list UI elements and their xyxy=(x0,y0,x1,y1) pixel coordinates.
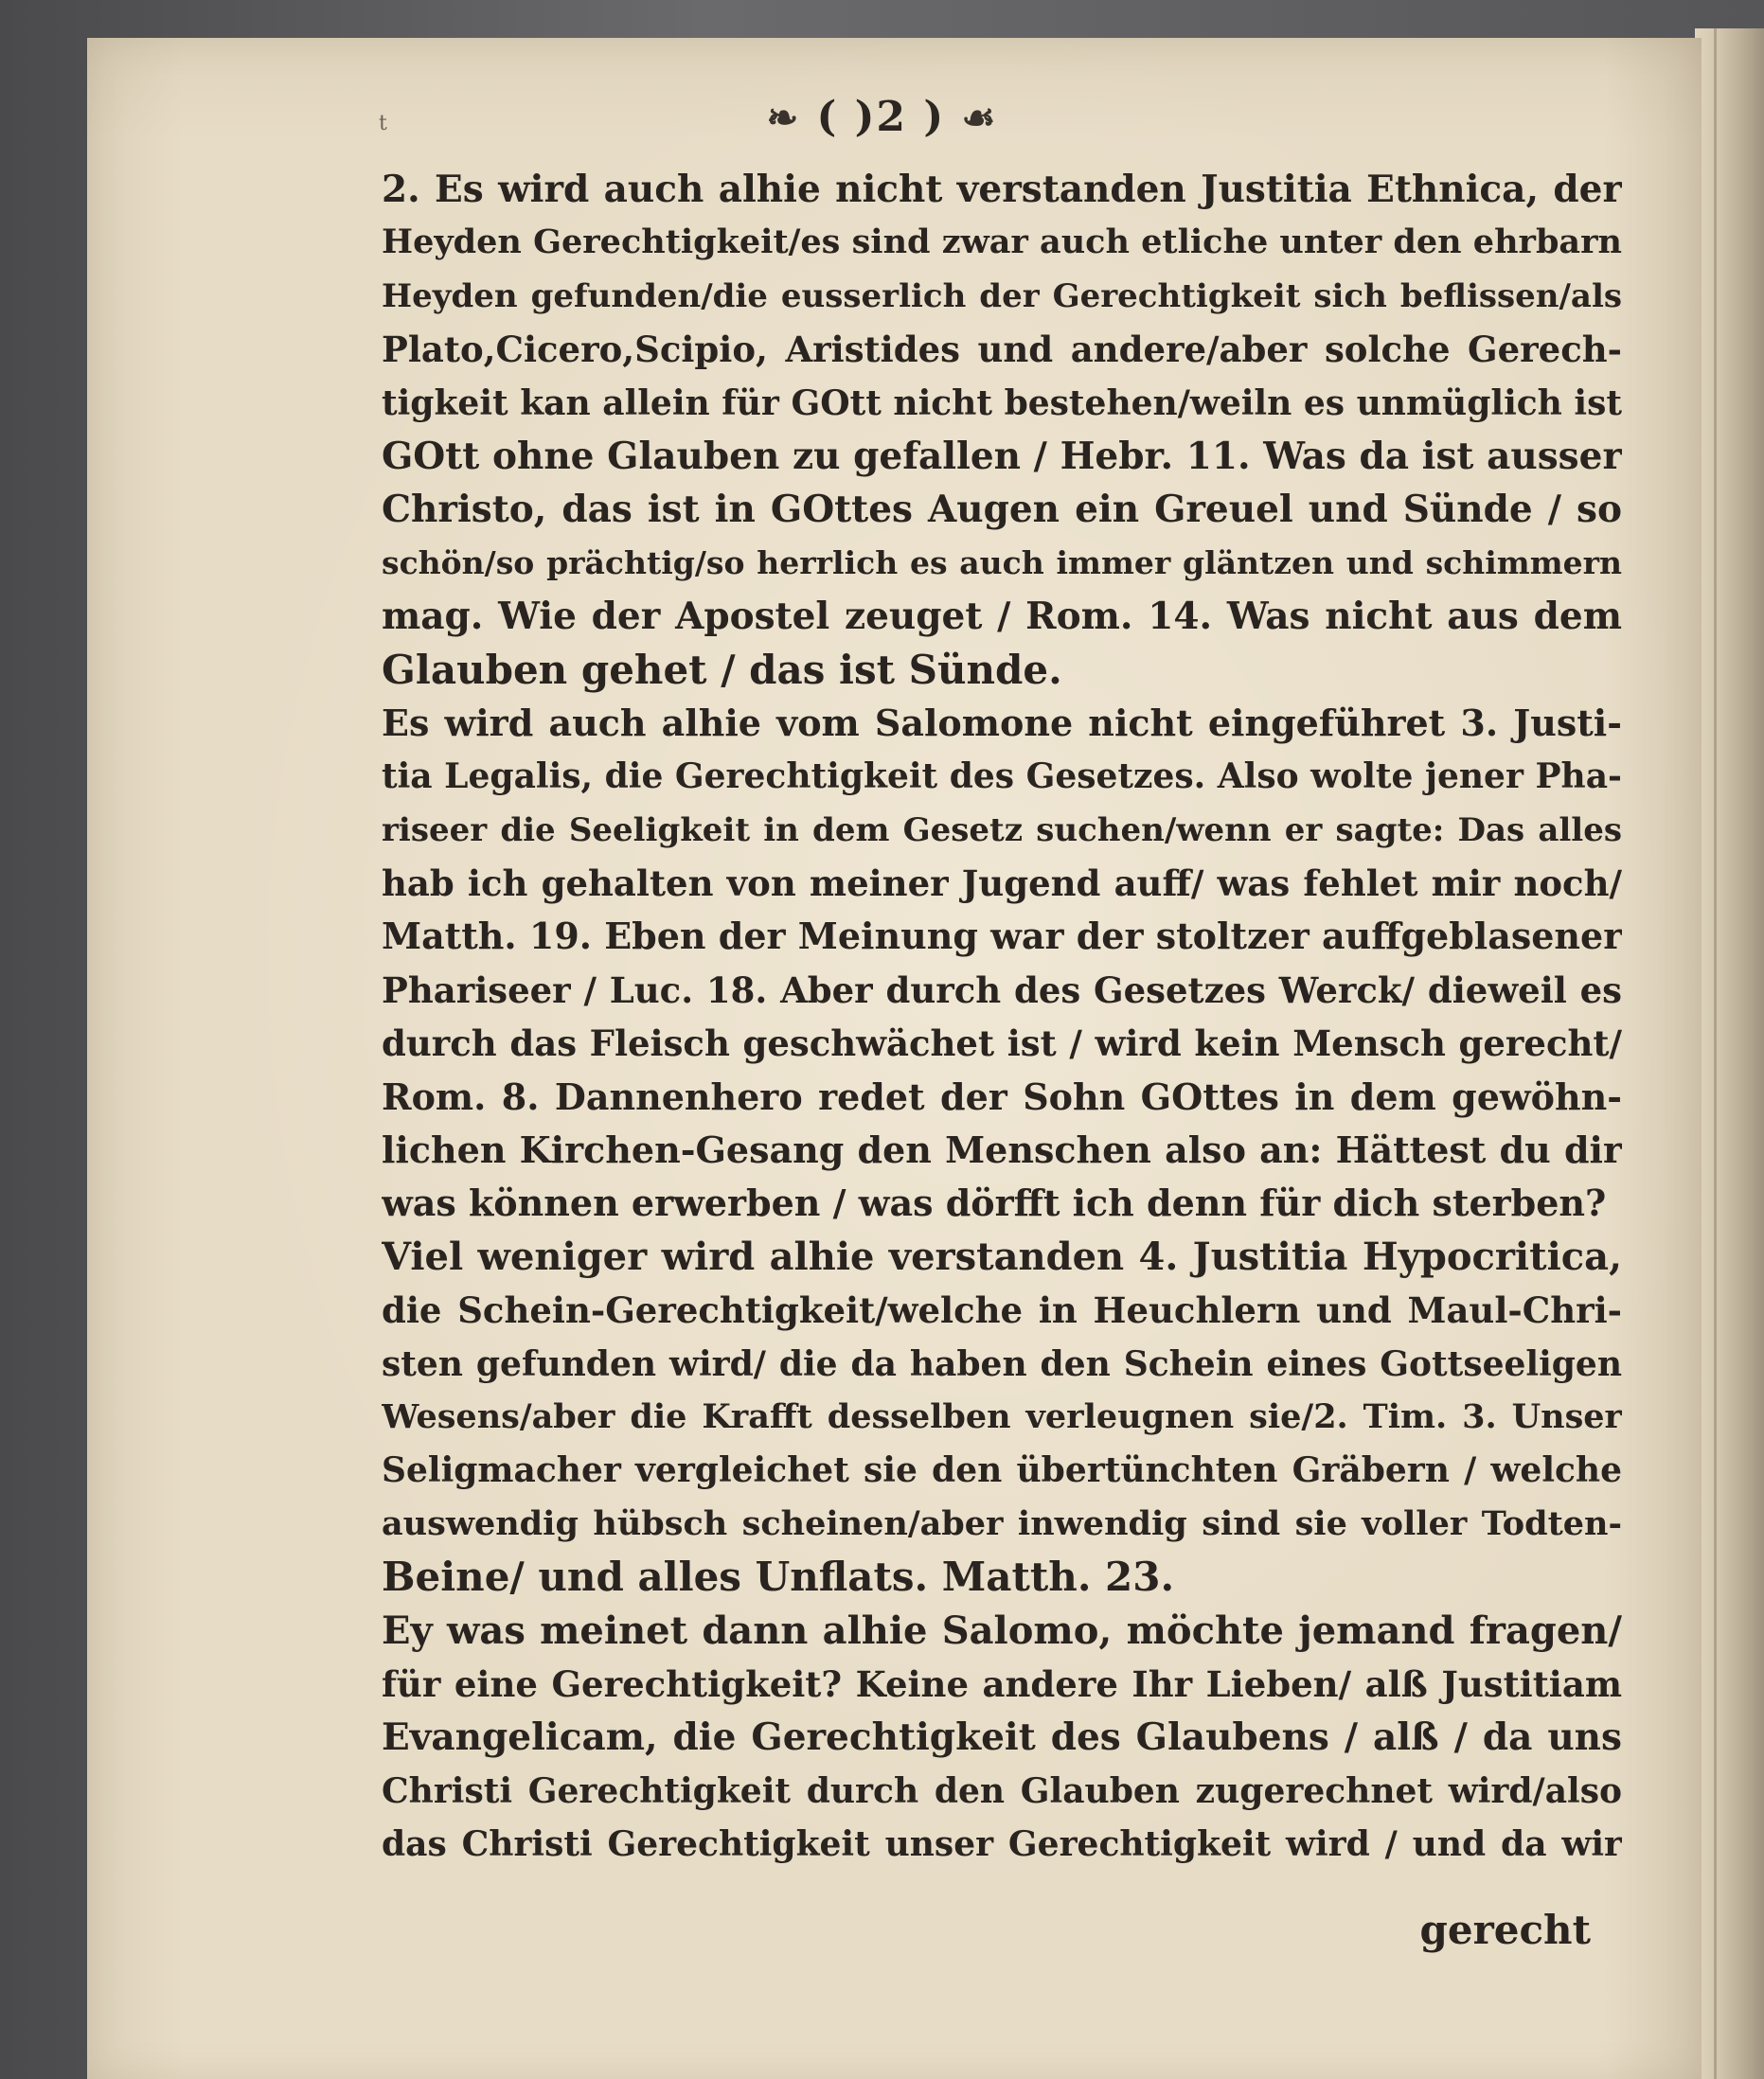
text-line: Rom. 8. Dannenhero redet der Sohn GOttes in dem gewöhn- xyxy=(382,1075,1622,1118)
text-line: Heyden gefunden/die eusserlich der Gerechtigkeit sich beflissen/als xyxy=(382,276,1622,315)
text-line: GOtt ohne Glauben zu gefallen / Hebr. 11. Was da ist ausser xyxy=(382,434,1622,478)
text-line: Seligmacher vergleichet sie den übertünchten Gräbern / welche xyxy=(382,1450,1622,1491)
text-line: Wesens/aber die Krafft desselben verleugnen sie/2. Tim. 3. Unser xyxy=(382,1396,1622,1436)
corner-mark: t xyxy=(379,112,387,135)
text-line: was können erwerben / was dörfft ich denn für dich sterben? xyxy=(382,1182,1607,1225)
text-line: mag. Wie der Apostel zeuget / Rom. 14. Was nicht aus dem xyxy=(382,595,1622,639)
page-header xyxy=(0,93,1764,141)
text-line: das Christi Gerechtigkeit unser Gerechtigkeit wird / und da wir xyxy=(382,1824,1622,1865)
text-line: Christo, das ist in GOttes Augen ein Greuel und Sünde / so xyxy=(382,488,1622,532)
text-line: sten gefunden wird/ die da haben den Schein eines Gottseeligen xyxy=(382,1343,1622,1384)
text-line: Evangelicam, die Gerechtigkeit des Glaubens / alß / da uns xyxy=(382,1715,1622,1760)
text-line: die Schein-Gerechtigkeit/welche in Heuchlern und Maul-Chri- xyxy=(382,1289,1622,1332)
text-line: Es wird auch alhie vom Salomone nicht eingeführet 3. Justi- xyxy=(382,701,1622,744)
text-line: tigkeit kan allein für GOtt nicht bestehen/weiln es unmüglich ist xyxy=(382,382,1622,423)
right-ornament-icon: ☙ xyxy=(961,96,998,140)
text-line: Viel weniger wird alhie verstanden 4. Justitia Hypocritica, xyxy=(382,1234,1622,1279)
text-line: auswendig hübsch scheinen/aber inwendig sind sie voller Todten- xyxy=(382,1503,1622,1543)
text-line: Phariseer / Luc. 18. Aber durch des Gesetzes Werck/ dieweil es xyxy=(382,968,1622,1011)
text-line: schön/so prächtig/so herrlich es auch immer gläntzen und schimmern xyxy=(382,543,1622,581)
left-ornament-icon: ❧ xyxy=(766,96,801,140)
text-line: Glauben gehet / das ist Sünde. xyxy=(382,646,1062,693)
text-line: lichen Kirchen-Gesang den Menschen also an: Hättest du dir xyxy=(382,1128,1622,1172)
body-text xyxy=(382,163,1622,1872)
text-line: 2. Es wird auch alhie nicht verstanden Justitia Ethnica, der xyxy=(382,168,1622,211)
text-line: hab ich gehalten von meiner Jugend auff/ was fehlet mir noch/ xyxy=(382,862,1622,905)
catchword: gerecht xyxy=(1419,1907,1591,1953)
page-edge-right xyxy=(1695,28,1764,2079)
text-line: Beine/ und alles Unflats. Matth. 23. xyxy=(382,1554,1175,1601)
text-line: für eine Gerechtigkeit? Keine andere Ihr Lieben/ alß Justitiam xyxy=(382,1662,1622,1705)
text-line: tia Legalis, die Gerechtigkeit des Gesetzes. Also wolte jener Pha- xyxy=(382,756,1622,797)
text-line: Ey was meinet dann alhie Salomo, möchte jemand fragen/ xyxy=(382,1608,1622,1653)
text-line: durch das Fleisch geschwächet ist / wird kein Mensch gerecht/ xyxy=(382,1022,1622,1065)
text-line: riseer die Seeligkeit in dem Gesetz suchen/wenn er sagte: Das alles xyxy=(382,810,1622,849)
text-line: Matth. 19. Eben der Meinung war der stoltzer auffgeblasener xyxy=(382,915,1622,958)
text-line: Christi Gerechtigkeit durch den Glauben zugerechnet wird/also xyxy=(382,1770,1622,1811)
text-line: Heyden Gerechtigkeit/es sind zwar auch etliche unter den ehrbarn xyxy=(382,222,1622,262)
text-line: Plato,Cicero,Scipio, Aristides und andere/aber solche Gerech- xyxy=(382,329,1622,371)
page-number: ( )2 ) xyxy=(816,93,946,141)
